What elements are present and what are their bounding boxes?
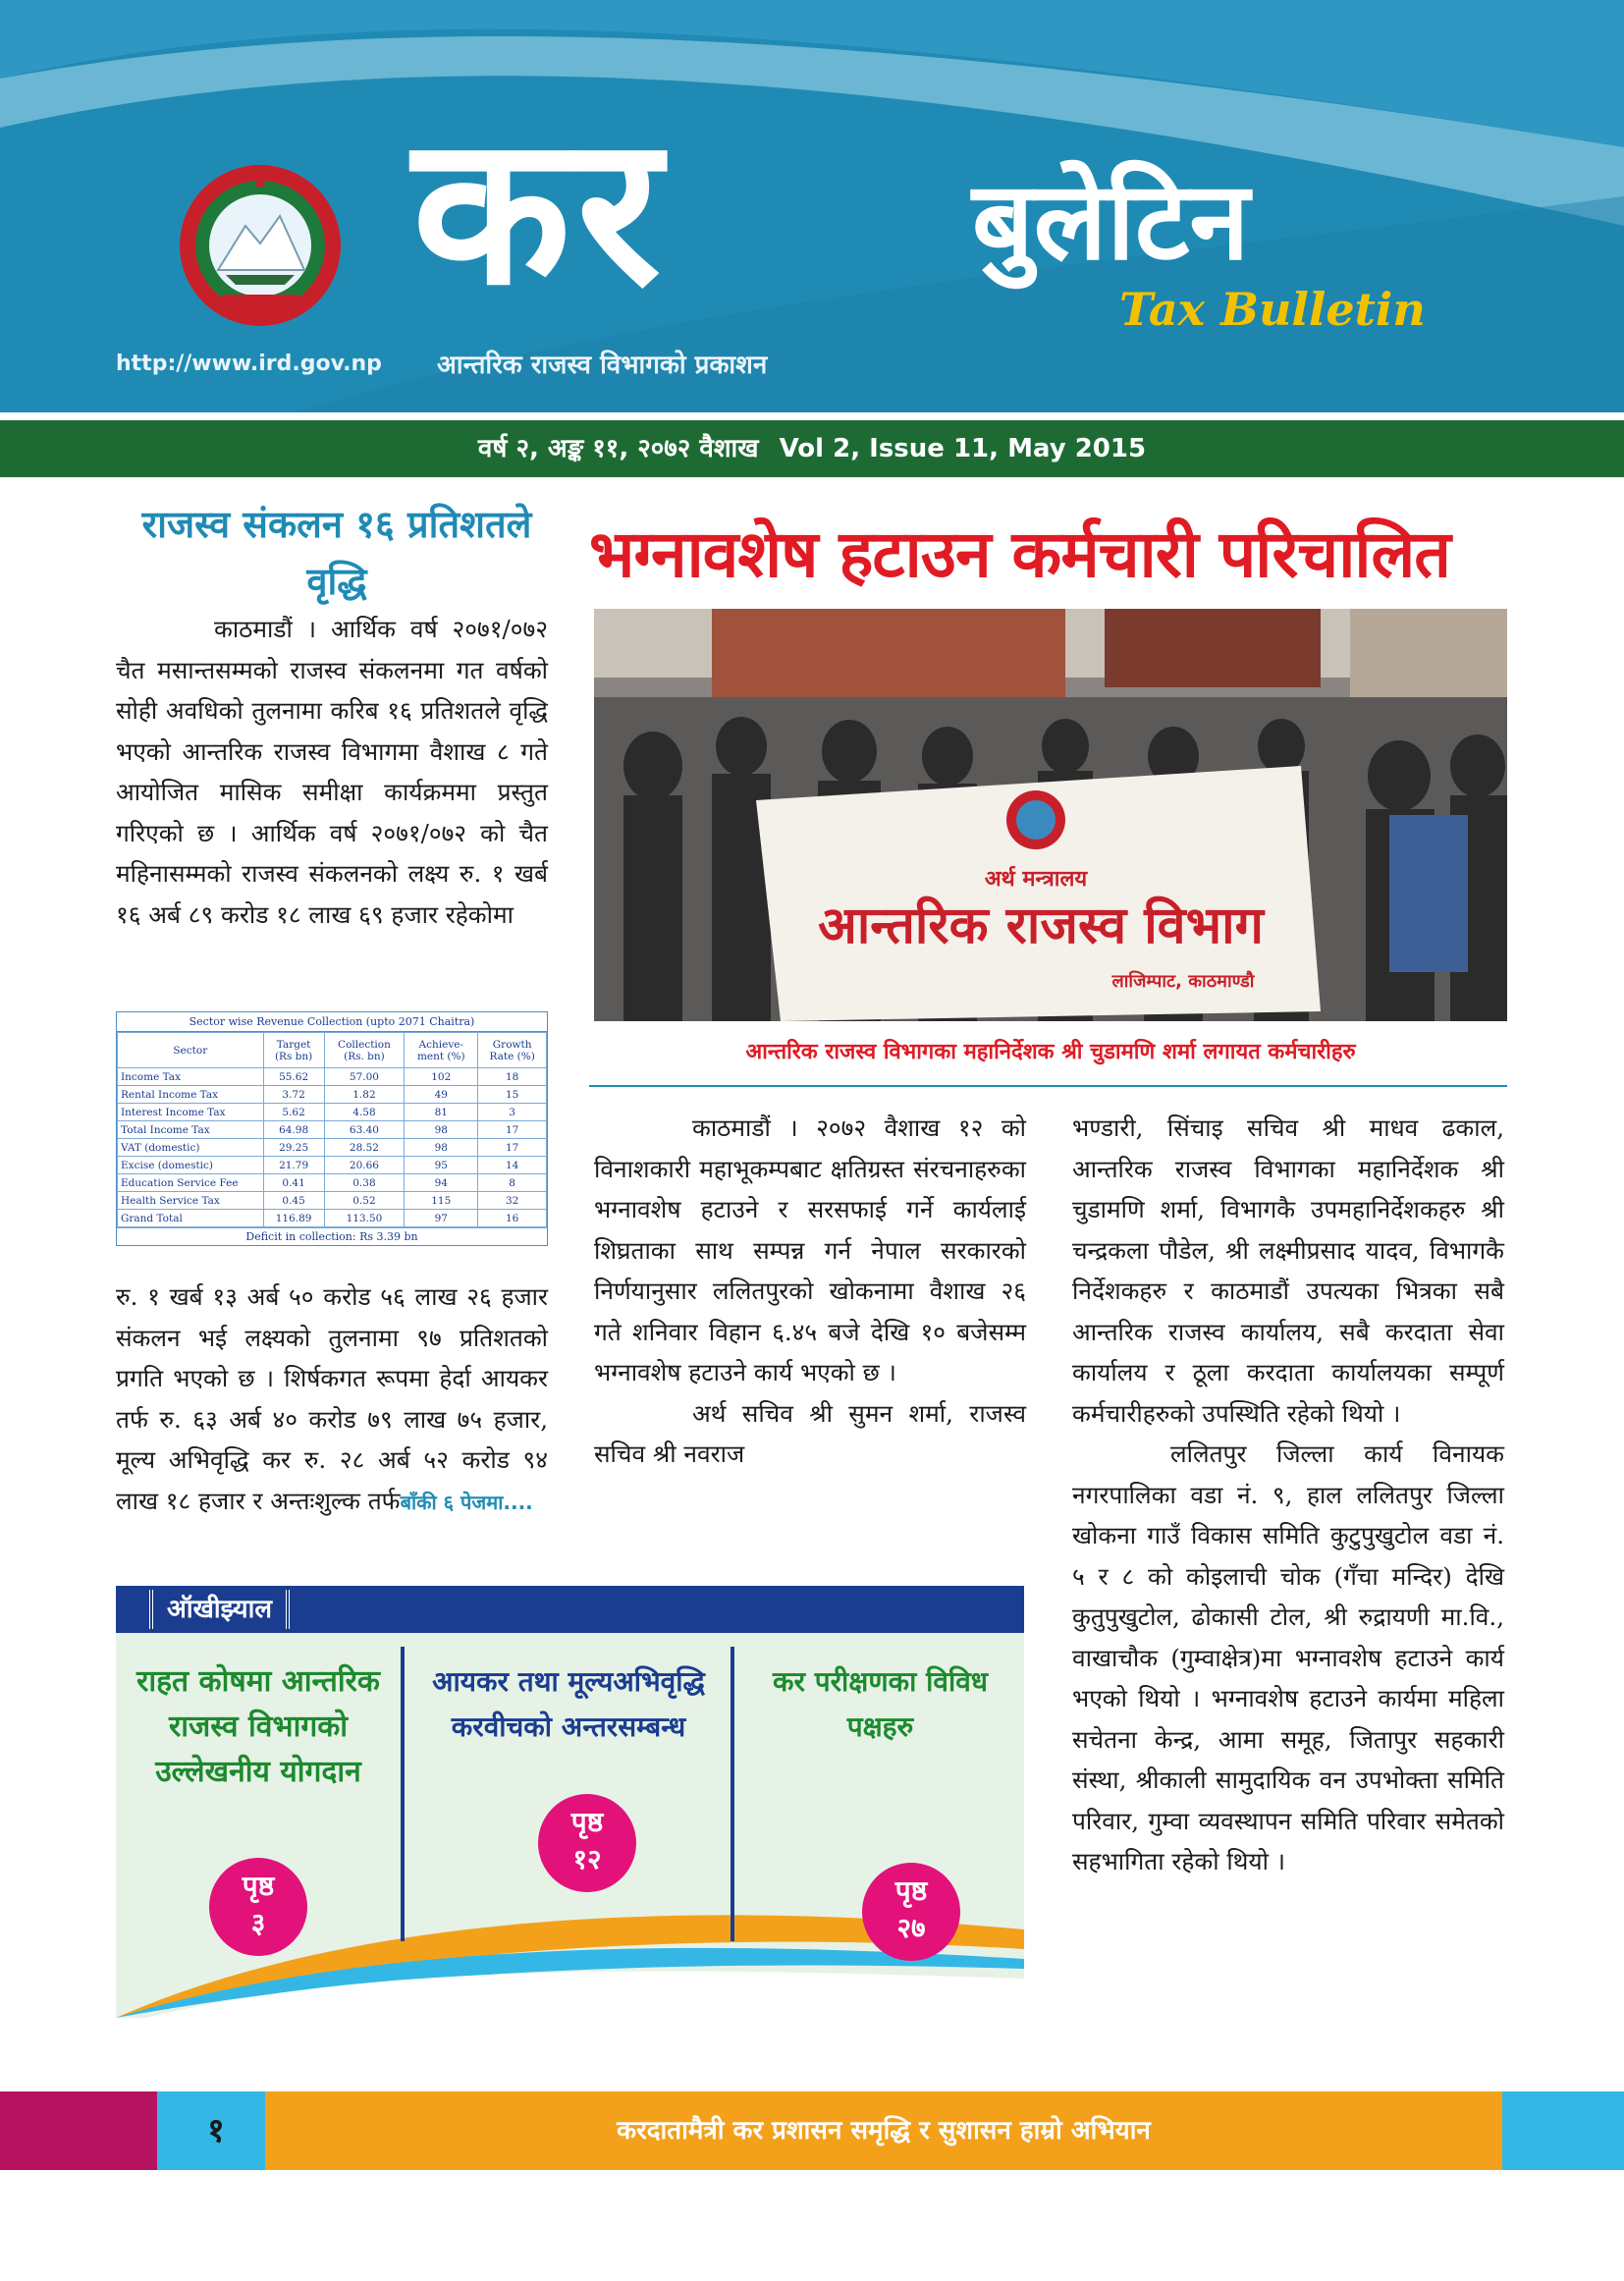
table-row bbox=[118, 1068, 547, 1086]
table-row bbox=[118, 1121, 547, 1139]
page-number: २७ bbox=[896, 1912, 926, 1944]
table-cell-value: 3.72 bbox=[263, 1086, 324, 1104]
inside-header-label: ऑखीझ्याल bbox=[149, 1590, 290, 1629]
table-cell-sector: Rental Income Tax bbox=[118, 1086, 264, 1104]
revenue-table-header-row bbox=[118, 1033, 547, 1068]
nepal-emblem-icon bbox=[167, 147, 353, 334]
table-row bbox=[118, 1174, 547, 1192]
table-header: Achieve-ment (%) bbox=[405, 1033, 478, 1068]
table-cell-value: 4.58 bbox=[324, 1104, 405, 1121]
table-cell-value: 49 bbox=[405, 1086, 478, 1104]
table-header: Sector bbox=[118, 1033, 264, 1068]
table-cell-value: 5.62 bbox=[263, 1104, 324, 1121]
inside-item-2-title[interactable]: आयकर तथा मूल्यअभिवृद्धि करवीचको अन्तरसम्बन्ध bbox=[432, 1665, 705, 1743]
table-cell-value: 102 bbox=[405, 1068, 478, 1086]
rubble-removal-photo bbox=[594, 609, 1507, 1021]
table-cell-value: 94 bbox=[405, 1174, 478, 1192]
inside-this-issue bbox=[116, 1586, 1024, 2018]
revenue-deficit-note: Deficit in collection: Rs 3.39 bn bbox=[117, 1227, 547, 1245]
left-article-body-2 bbox=[116, 1276, 548, 1523]
page-label: पृष्ठ bbox=[894, 1874, 928, 1907]
table-cell-sector: VAT (domestic) bbox=[118, 1139, 264, 1157]
table-cell-sector: Interest Income Tax bbox=[118, 1104, 264, 1121]
masthead-title-english: Tax Bulletin bbox=[1119, 283, 1426, 336]
masthead-title: कर bbox=[412, 90, 668, 331]
left-article-title: राजस्व संकलन १६ प्रतिशतले वृद्धि bbox=[141, 503, 532, 603]
table-row bbox=[118, 1139, 547, 1157]
table-cell-value: 95 bbox=[405, 1157, 478, 1174]
table-cell-sector: Excise (domestic) bbox=[118, 1157, 264, 1174]
table-cell-value: 81 bbox=[405, 1104, 478, 1121]
page-number: १२ bbox=[572, 1843, 602, 1875]
photo-caption: आन्तरिक राजस्व विभागका महानिर्देशक श्री चुडामणि शर्मा लगायत कर्मचारीहरु bbox=[745, 1040, 1356, 1064]
table-cell-sector: Total Income Tax bbox=[118, 1121, 264, 1139]
table-cell-value: 55.62 bbox=[263, 1068, 324, 1086]
table-header: Growth Rate (%) bbox=[478, 1033, 547, 1068]
page-number: ३ bbox=[250, 1907, 266, 1939]
issue-bar bbox=[0, 420, 1624, 477]
footer-block-cyan-right bbox=[1502, 2091, 1624, 2170]
main-headline: भग्नावशेष हटाउन कर्मचारी परिचालित bbox=[589, 516, 1450, 592]
table-cell-value: 3 bbox=[478, 1104, 547, 1121]
table-cell-value: 8 bbox=[478, 1174, 547, 1192]
inside-item-2-page-badge[interactable] bbox=[538, 1794, 636, 1892]
table-row bbox=[118, 1104, 547, 1121]
website-url[interactable]: http://www.ird.gov.np bbox=[116, 352, 382, 376]
continued-link[interactable]: बाँकी ६ पेजमा.... bbox=[400, 1490, 533, 1514]
revenue-table bbox=[116, 1011, 548, 1246]
table-cell-value: 32 bbox=[478, 1192, 547, 1210]
issue-english: Vol 2, Issue 11, May 2015 bbox=[779, 434, 1147, 463]
issue-nepali: वर्ष २, अङ्क ११, २०७२ वैशाख bbox=[477, 434, 759, 463]
table-row bbox=[118, 1210, 547, 1227]
table-cell-value: 57.00 bbox=[324, 1068, 405, 1086]
table-cell-value: 97 bbox=[405, 1210, 478, 1227]
table-cell-value: 18 bbox=[478, 1068, 547, 1086]
table-cell-value: 0.52 bbox=[324, 1192, 405, 1210]
masthead-title-bulletin: बुलेटिन bbox=[972, 158, 1250, 284]
publisher-line: आन्तरिक राजस्व विभागको प्रकाशन bbox=[437, 351, 768, 380]
table-cell-value: 98 bbox=[405, 1139, 478, 1157]
banner-ministry: अर्थ मन्त्रालय bbox=[984, 867, 1088, 892]
caption-divider bbox=[589, 1085, 1507, 1087]
masthead bbox=[0, 0, 1624, 412]
inside-item-3-title[interactable]: कर परीक्षणका विविध पक्षहरु bbox=[773, 1665, 988, 1743]
left-article-para-1: काठमाडौं । आर्थिक वर्ष २०७१/०७२ चैत मसान्तसम्मको राजस्व संकलनमा गत वर्षको सोही अवधिको तुलनामा करिब १६ प्रतिशतले वृद्धि भएको आन्तरिक राजस्व विभागमा वैशाख ८ गते आयोजित मासिक समीक्षा कार्यक्रममा प्रस्तुत गरिएको छ । आर्थिक वर्ष २०७१/०७२ को चैत महिनासम्मको राजस्व संकलनको लक्ष्य रु. १ खर्ब १६ अर्ब ८९ करोड १८ लाख ६९ हजार रहेकोमा bbox=[116, 615, 548, 929]
main-article-para-2: अर्थ सचिव श्री सुमन शर्मा, राजस्व सचिव श्री नवराज bbox=[594, 1398, 1026, 1468]
table-cell-value: 29.25 bbox=[263, 1139, 324, 1157]
inside-divider bbox=[401, 1647, 405, 1941]
page-label: पृष्ठ bbox=[242, 1870, 275, 1902]
footer-page-number: १ bbox=[207, 2111, 225, 2150]
footer-block-magenta bbox=[0, 2091, 157, 2170]
table-cell-value: 17 bbox=[478, 1139, 547, 1157]
main-article-para-3: भण्डारी, सिंचाइ सचिव श्री माधव ढकाल, आन्तरिक राजस्व विभागका महानिर्देशक श्री चुडामणि शर्मा, विभागकै उपमहानिर्देशकहरु श्री चन्द्रकला पौडेल, श्री लक्ष्मीप्रसाद यादव, विभागकै निर्देशकहरु र काठमाडौं उपत्यका भित्रका सबै आन्तरिक राजस्व कार्यालय, सबै करदाता सेवा कार्यालय र ठूला करदाता कार्यालयका सम्पूर्ण कर्मचारीहरुको उपस्थिति रहेको थियो । bbox=[1072, 1113, 1504, 1428]
table-cell-value: 0.45 bbox=[263, 1192, 324, 1210]
inside-item-3-page-badge[interactable] bbox=[862, 1863, 960, 1961]
table-cell-value: 113.50 bbox=[324, 1210, 405, 1227]
table-row bbox=[118, 1157, 547, 1174]
table-cell-value: 28.52 bbox=[324, 1139, 405, 1157]
table-cell-value: 63.40 bbox=[324, 1121, 405, 1139]
footer-slogan: करदातामैत्री कर प्रशासन समृद्धि र सुशासन हाम्रो अभियान bbox=[617, 2116, 1151, 2145]
table-cell-sector: Health Service Tax bbox=[118, 1192, 264, 1210]
left-article-para-2: रु. १ खर्ब १३ अर्ब ५० करोड ५६ लाख २६ हजार संकलन भई लक्ष्यको तुलनामा ९७ प्रतिशतको प्रगति भएको छ । शिर्षकगत रूपमा हेर्दा आयकर तर्फ रु. ६३ अर्ब ४० करोड ७९ लाख ७५ हजार, मूल्य अभिवृद्धि कर रु. २८ अर्ब ५२ करोड ९४ लाख १८ हजार र अन्तःशुल्क तर्फ bbox=[116, 1282, 548, 1515]
left-article-body-1 bbox=[116, 609, 548, 935]
table-cell-sector: Income Tax bbox=[118, 1068, 264, 1086]
inside-divider bbox=[731, 1647, 734, 1941]
revenue-table-body bbox=[118, 1068, 547, 1227]
table-cell-value: 64.98 bbox=[263, 1121, 324, 1139]
table-cell-value: 115 bbox=[405, 1192, 478, 1210]
table-row bbox=[118, 1086, 547, 1104]
main-article-column-1 bbox=[594, 1108, 1026, 1475]
table-cell-value: 116.89 bbox=[263, 1210, 324, 1227]
table-cell-value: 16 bbox=[478, 1210, 547, 1227]
table-cell-value: 15 bbox=[478, 1086, 547, 1104]
main-article-para-4: ललितपुर जिल्ला कार्य विनायक नगरपालिका वडा नं. ९, हाल ललितपुर जिल्ला खोकना गाउँ विकास समिति कुटुपुखुटोल वडा नं. ५ र ८ को कोइलाची चोक (गँचा मन्दिर) देखि कुतुपुखुटोल, ढोकासी टोल, श्री रुद्रायणी मा.वि., वाखाचौक (गुम्वाक्षेत्र)मा भग्नावशेष हटाउने कार्य भएको थियो । भग्नावशेष हटाउने कार्यमा महिला सचेतना केन्द्र, आमा समूह, जितापुर सहकारी संस्था, श्रीकाली सामुदायिक वन उपभोक्ता समिति परिवार, गुम्वा व्यवस्थापन समिति परिवार समेतको सहभागिता रहेको थियो । bbox=[1072, 1439, 1504, 1875]
table-cell-value: 21.79 bbox=[263, 1157, 324, 1174]
main-article-column-2 bbox=[1072, 1108, 1504, 1882]
banner-location: लाजिम्पाट, काठमाण्डौ bbox=[1111, 971, 1255, 992]
table-cell-value: 0.38 bbox=[324, 1174, 405, 1192]
inside-item-1-page-badge[interactable] bbox=[209, 1858, 307, 1956]
table-row bbox=[118, 1192, 547, 1210]
main-article-para-1: काठमाडौं । २०७२ वैशाख १२ को विनाशकारी महाभूकम्पबाट क्षतिग्रस्त संरचनाहरुका भग्नावशेष हटाउने र सरसफाई गर्ने कार्यलाई शिघ्रताका साथ सम्पन्न गर्न नेपाल सरकारको निर्णयानुसार ललितपुरको खोकनामा वैशाख २६ गते शनिवार विहान ६.४५ बजे देखि १० बजेसम्म भग्नावशेष हटाउने कार्य भएको छ । bbox=[594, 1113, 1026, 1386]
page-label: पृष्ठ bbox=[570, 1806, 604, 1838]
table-header: Target (Rs bn) bbox=[263, 1033, 324, 1068]
footer-bar bbox=[0, 2091, 1624, 2170]
table-cell-value: 17 bbox=[478, 1121, 547, 1139]
table-header: Collection (Rs. bn) bbox=[324, 1033, 405, 1068]
table-cell-value: 1.82 bbox=[324, 1086, 405, 1104]
table-cell-value: 98 bbox=[405, 1121, 478, 1139]
revenue-table-caption: Sector wise Revenue Collection (upto 2071 Chaitra) bbox=[117, 1012, 547, 1032]
inside-header bbox=[116, 1586, 1024, 1633]
inside-item-1-title[interactable]: राहत कोषमा आन्तरिक राजस्व विभागको उल्लेखनीय योगदान bbox=[136, 1664, 380, 1789]
banner-department: आन्तरिक राजस्व विभाग bbox=[818, 896, 1264, 955]
table-cell-sector: Education Service Fee bbox=[118, 1174, 264, 1192]
table-cell-value: 14 bbox=[478, 1157, 547, 1174]
table-cell-sector: Grand Total bbox=[118, 1210, 264, 1227]
table-cell-value: 0.41 bbox=[263, 1174, 324, 1192]
table-cell-value: 20.66 bbox=[324, 1157, 405, 1174]
